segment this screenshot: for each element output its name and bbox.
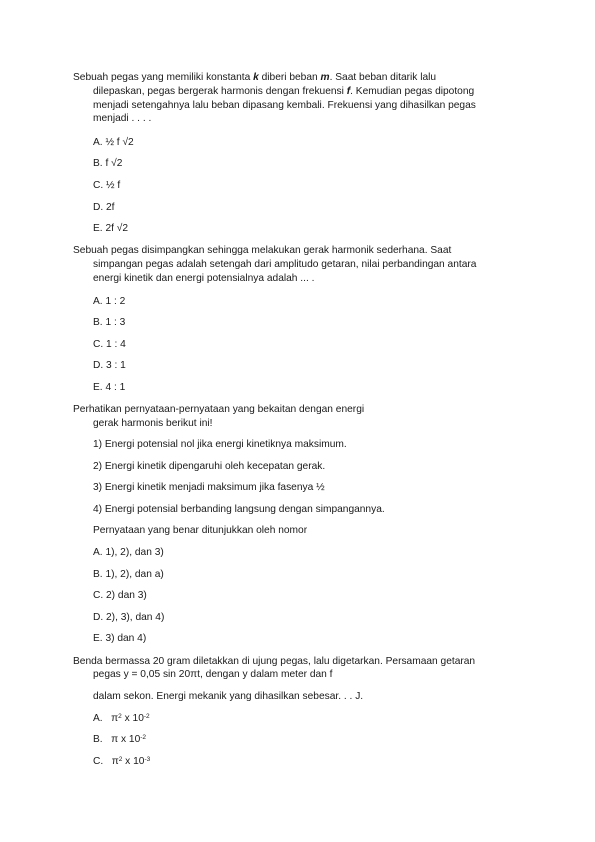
q3-prompt: Pernyataan yang benar ditunjukkan oleh nomor (93, 525, 308, 536)
q3-statement-1: 1) Energi potensial nol jika energi kinetiknya maksimum. (93, 439, 347, 450)
q1-var-k: k (253, 72, 259, 83)
q4-line-1: Benda bermassa 20 gram diletakkan di ujung pegas, lalu digetarkan. Persamaan getaran (73, 656, 476, 667)
q3-line-2: gerak harmonis berikut ini! (93, 418, 213, 429)
q4-option-b: B. π x $10^{-2}$ (93, 734, 147, 745)
q1-line-1: Sebuah pegas yang memiliki konstanta k diberi beban m. Saat beban ditarik lalu (73, 72, 437, 83)
q4-line-2: pegas y = 0,05 sin 20πt, dengan y dalam meter dan f (93, 669, 333, 680)
q1-line-2: dilepaskan, pegas bergerak harmonis dengan frekuensi f. Kemudian pegas dipotong (93, 86, 475, 97)
q3-statement-3: 3) Energi kinetik menjadi maksimum jika fasenya ½ (93, 482, 325, 493)
q2-option-b: B. 1 : 3 (93, 317, 126, 328)
q3-option-a: A. 1), 2), dan 3) (93, 547, 164, 558)
q4-option-a: A. $\pi^2$ x $10^{-2}$ (93, 713, 150, 724)
q3-option-b: B. 1), 2), dan a) (93, 569, 164, 580)
q3-option-c: C. 2) dan 3) (93, 590, 147, 601)
q1-option-a: A. ½ f √2 (93, 137, 134, 148)
q1-var-m: m (320, 72, 330, 83)
q3-statement-2: 2) Energi kinetik dipengaruhi oleh kecepatan gerak. (93, 461, 326, 472)
q3-option-e: E. 3) dan 4) (93, 633, 147, 644)
q2-line-2: simpangan pegas adalah setengah dari amplitudo getaran, nilai perbandingan antara (93, 259, 477, 270)
q4-option-c: C. $\pi^2$ x $10^{-3}$ (93, 756, 151, 767)
q1-option-d: D. 2f (93, 202, 115, 213)
q1-line-4: menjadi . . . . (93, 113, 152, 124)
q3-line-1: Perhatikan pernyataan-pernyataan yang bekaitan dengan energi (73, 404, 365, 415)
q3-statement-4: 4) Energi potensial berbanding langsung dengan simpangannya. (93, 504, 385, 515)
q1-option-b: B. f √2 (93, 158, 123, 169)
q1-option-c: C. ½ f (93, 180, 121, 191)
q2-option-a: A. 1 : 2 (93, 296, 126, 307)
q1-line-3: menjadi setengahnya lalu beban dipasang kembali. Frekuensi yang dihasilkan pegas (93, 100, 476, 111)
q3-option-d: D. 2), 3), dan 4) (93, 612, 165, 623)
q2-option-c: C. 1 : 4 (93, 339, 126, 350)
q2-line-1: Sebuah pegas disimpangkan sehingga melakukan gerak harmonik sederhana. Saat (73, 245, 452, 256)
q2-option-d: D. 3 : 1 (93, 360, 126, 371)
q2-line-3: energi kinetik dan energi potensialnya adalah ... . (93, 273, 315, 284)
q2-option-e: E. 4 : 1 (93, 382, 126, 393)
q4-line-3: dalam sekon. Energi mekanik yang dihasilkan sebesar. . . J. (93, 691, 364, 702)
q1-option-e: E. 2f √2 (93, 223, 129, 234)
q1-var-f: f (346, 86, 351, 97)
